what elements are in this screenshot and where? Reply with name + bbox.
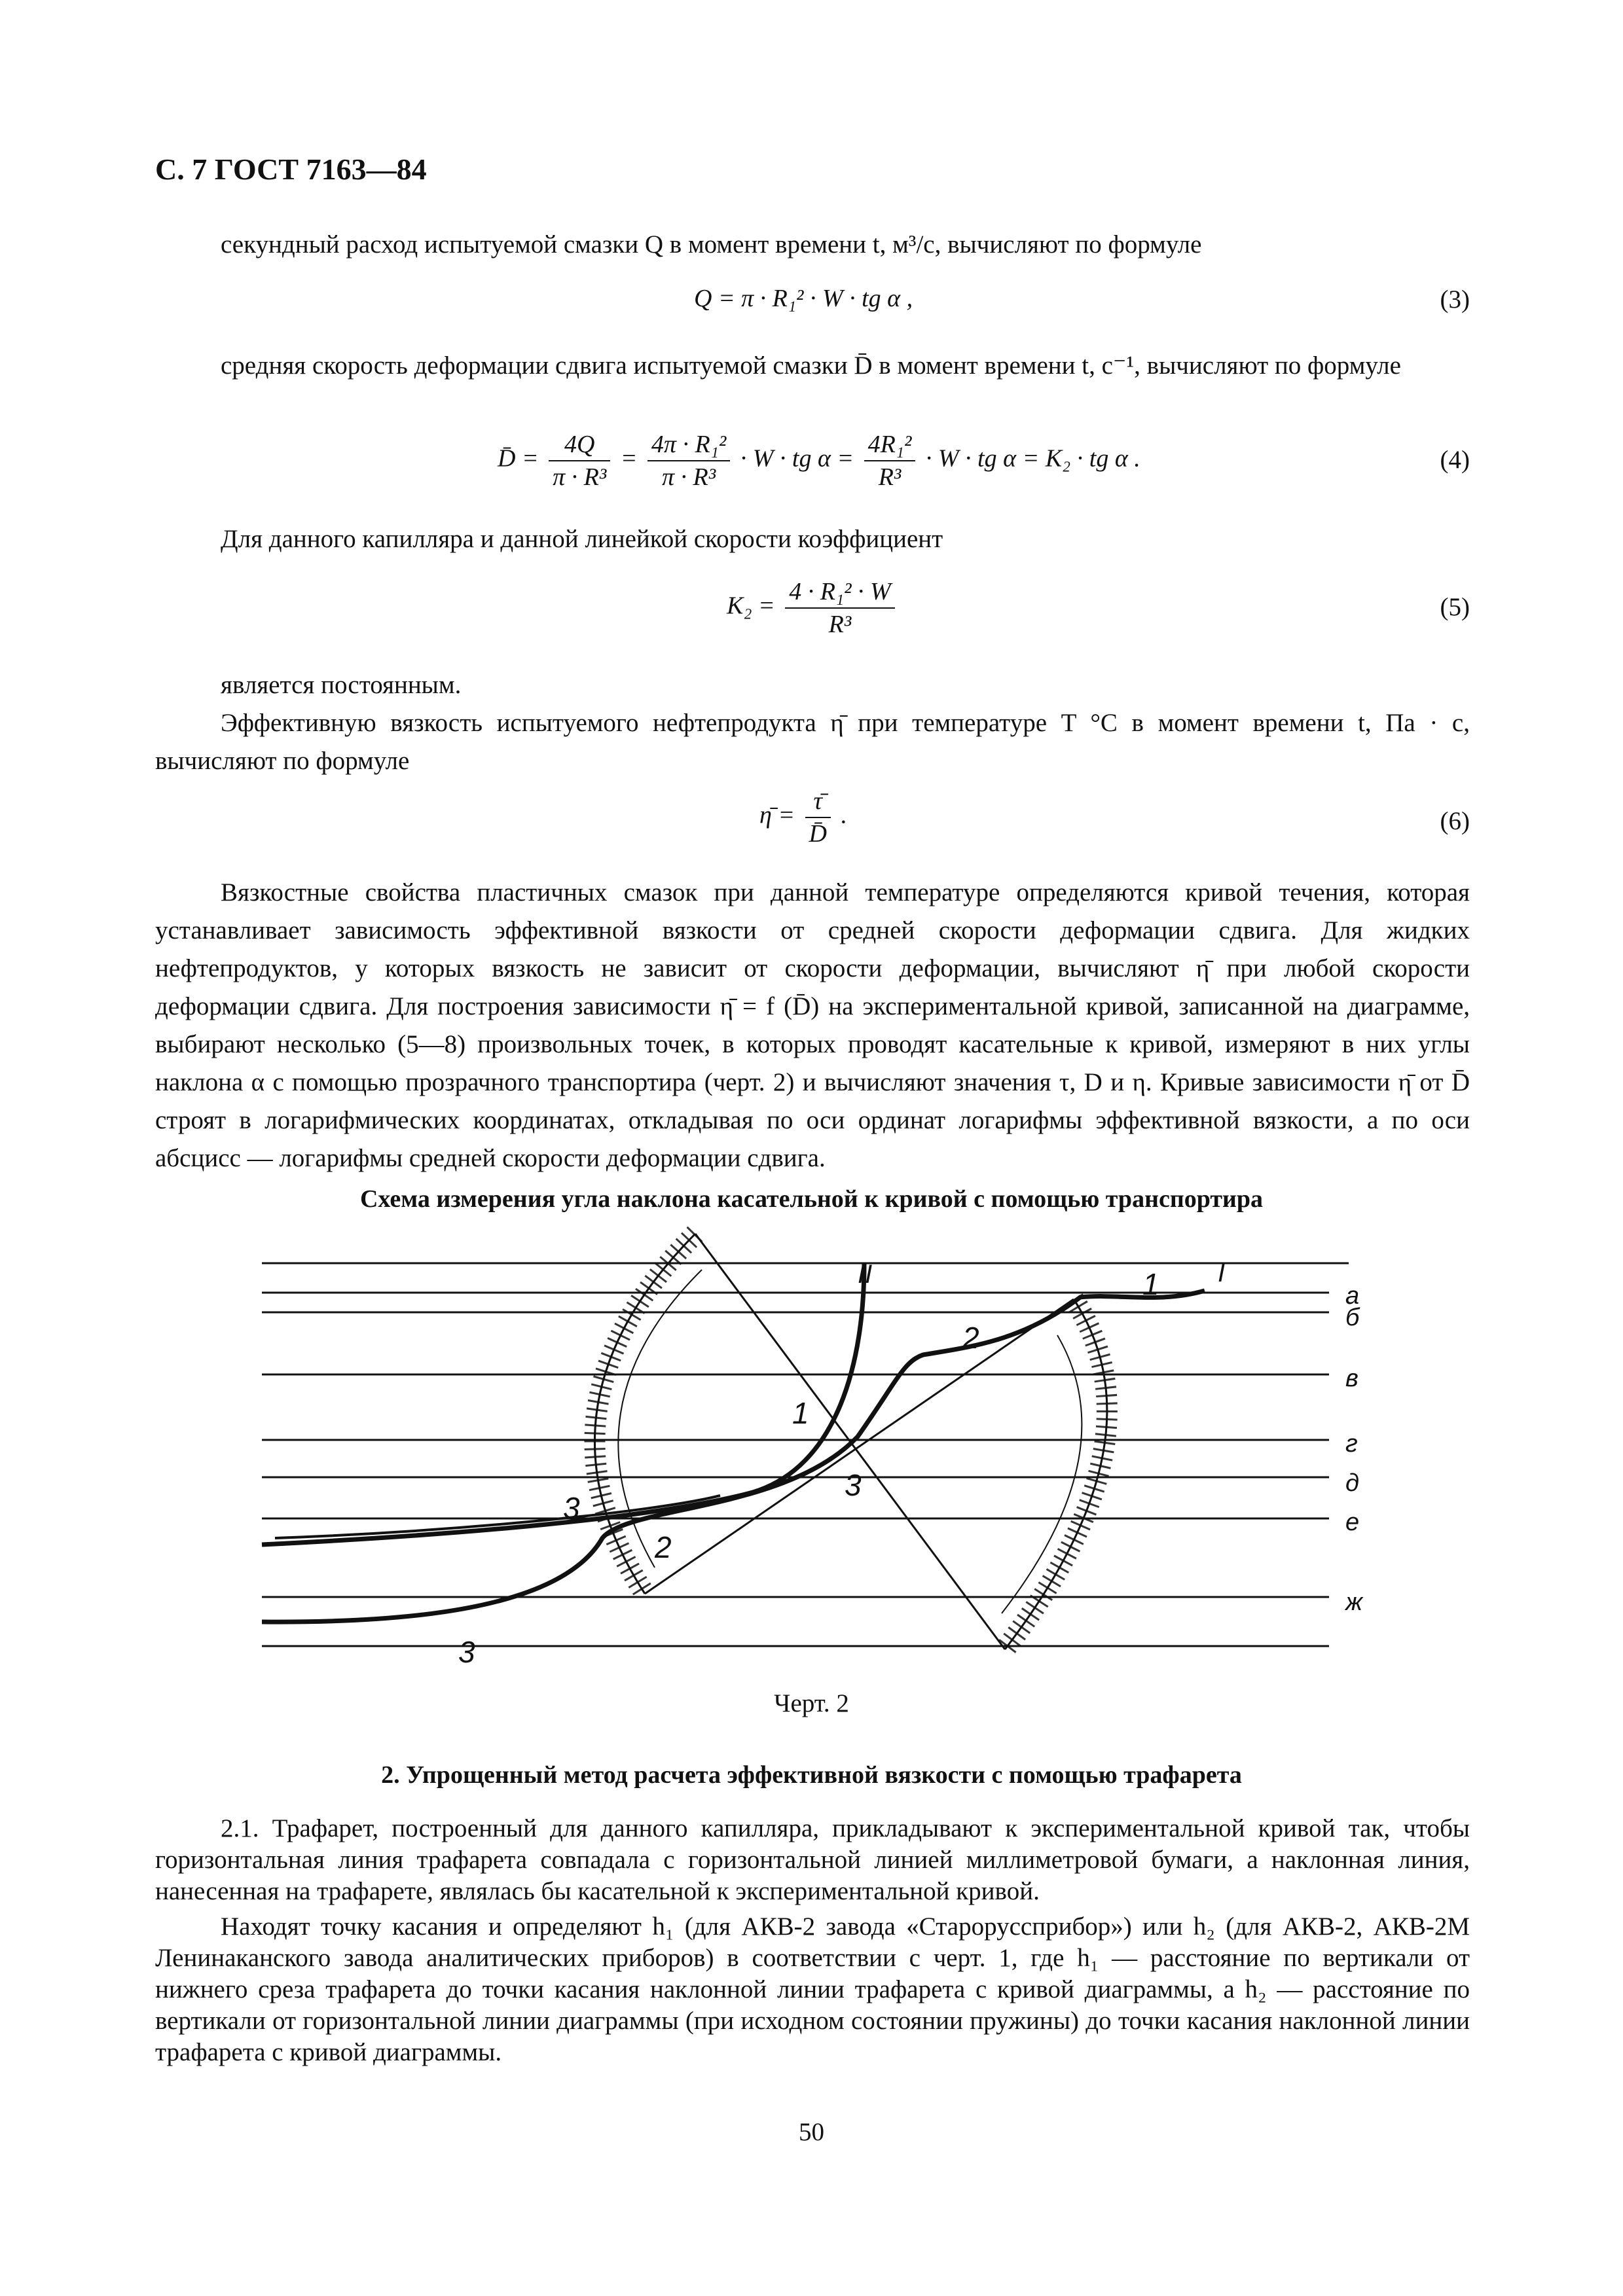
line-label-v: в: [1345, 1365, 1359, 1392]
curve-label-1a: 1: [792, 1396, 809, 1430]
f6-den: D̄: [809, 820, 827, 848]
page-header: С. 7 ГОСТ 7163—84: [155, 152, 427, 186]
curve-label-3a: 3: [845, 1468, 862, 1502]
line-label-e: е: [1345, 1509, 1360, 1536]
f4-fr1-den: π · R³: [553, 463, 607, 491]
paragraph-5: Эффективную вязкость испытуемого нефтепродукта η̄ при температуре T °С в момент времени t, Па · с, вычисляют по формуле: [155, 709, 1470, 775]
f4-fr1-num: 4Q: [549, 429, 610, 461]
f5-den: R³: [828, 611, 852, 638]
figure-title: Схема измерения угла наклона касательной к кривой с помощью транспортира: [359, 1185, 1264, 1213]
paragraph-6: Вязкостные свойства пластичных смазок при данной температуре определяются кривой течения, которая устанавливает зависимость эффективной вязкости от средней скорости деформации сдвига. Для жидких нефтепродуктов, у которых вязкость не зависит от скорости деформации, вычисляют η̄ при любой скорости деформации сдвига. Для построения зависимости η̄ = f (D̄) на экспериментальной кривой, записанной на диаграмме, выбирают несколько (5—8) произвольных точек, в которых проводят касательные к кривой, измеряют в них углы наклона α с помощью прозрачного транспортира (черт. 2) и вычисляют значения τ, D и η. Кривые зависимости η̄ от D̄ строят в логарифмических координатах, откладывая по оси ординат логарифмы эффективной вязкости, а по оси абсцисс — логарифмы средней скорости деформации сдвига.: [155, 878, 1470, 1172]
paragraph-1: секундный расход испытуемой смазки Q в момент времени t, м³/с, вычисляют по формуле: [221, 230, 1202, 259]
line-label-a: а: [1345, 1282, 1360, 1310]
line-label-d: д: [1345, 1469, 1360, 1497]
formula-3: Q = π · R₁² · W · tg α ,: [694, 285, 913, 312]
f5-lhs: K₂ =: [727, 592, 775, 620]
paragraph-7: 2.1. Трафарет, построенный для данного капилляра, прикладывают к экспериментальной кривой так, чтобы горизонтальная линия трафарета совпадала с горизонтальной линией миллиметровой бумаги, а наклонная линия, нанесенная на трафарете, являлась бы касательной к экспериментальной кривой.: [155, 1814, 1470, 1905]
curve-label-1b: 1: [1142, 1267, 1159, 1301]
curve-label-II: II: [858, 1260, 873, 1289]
f4-fr3-den: R³: [878, 463, 902, 491]
equation-number-6: (6): [1440, 807, 1470, 835]
f6-lhs: η̄ =: [759, 801, 795, 829]
line-label-b: б: [1345, 1304, 1360, 1331]
curve-label-3b: 3: [563, 1491, 580, 1525]
f4-lhs: D̄ =: [498, 444, 539, 473]
equation-number-4: (4): [1440, 446, 1470, 474]
f5-num: 4 · R₁² · W: [785, 576, 894, 609]
f4-fr2-den: π · R³: [662, 463, 716, 491]
curve-label-2a: 2: [962, 1321, 979, 1355]
paragraph-2: средняя скорость деформации сдвига испытуемой смазки D̄ в момент времени t, с⁻¹, вычисляют по формуле: [221, 351, 1401, 380]
curve-label-2b: 2: [655, 1530, 672, 1564]
f4-eq: =: [620, 444, 638, 473]
page-number: 50: [799, 2118, 824, 2146]
figure-caption: Черт. 2: [774, 1689, 849, 1717]
equation-number-3: (3): [1440, 285, 1470, 314]
line-label-zh: ж: [1345, 1588, 1363, 1616]
f4-tail: · W · tg α = K₂ · tg α .: [925, 444, 1140, 473]
f4-fr3-num: 4R₁²: [864, 429, 916, 461]
f4-fr2-num: 4π · R₁²: [647, 429, 730, 461]
curve-label-I: I: [1218, 1259, 1226, 1287]
curve-label-3c: 3: [458, 1635, 475, 1669]
equation-number-5: (5): [1440, 593, 1470, 621]
paragraph-4: является постоянным.: [221, 671, 462, 699]
paragraph-8: Находят точку касания и определяют h₁ (для АКВ-2 завода «Староруссприбор») или h₂ (для АКВ-2, АКВ-2М Ленинаканского завода аналитических приборов) в соответствии с черт. 1, где h₁ — расстояние по вертикали от нижнего среза трафарета до точки касания наклонной линии трафарета с кривой диаграммы, а h₂ — расстояние по вертикали от горизонтальной линии диаграммы (при исходном состоянии пружины) до точки касания наклонной линии трафарета с кривой диаграммы.: [155, 1912, 1470, 2066]
f6-tail: .: [841, 801, 847, 829]
line-label-g: г: [1345, 1430, 1358, 1458]
f6-num: τ̄: [805, 785, 831, 818]
section-title: 2. Упрощенный метод расчета эффективной вязкости с помощью трафарета: [381, 1761, 1242, 1789]
f4-mid: · W · tg α =: [740, 444, 854, 473]
paragraph-3: Для данного капилляра и данной линейкой скорости коэффициент: [221, 525, 943, 553]
